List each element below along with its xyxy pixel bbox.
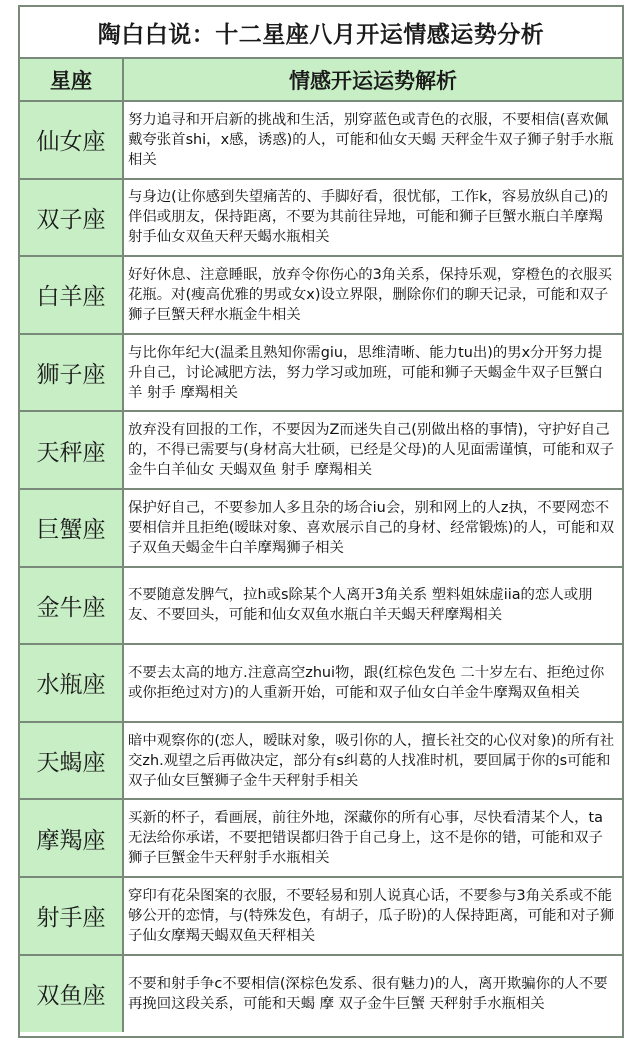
table-row <box>20 179 622 257</box>
analysis-cell: 与身边(让你感到失望痛苦的、手脚好看，很忧郁，工作k，容易放纵自己)的伴侣或朋友，保持距离，不要为其前往异地，可能和狮子巨蟹水瓶白羊摩羯射手仙女双鱼天秤天蝎水瓶相关 <box>123 179 622 257</box>
analysis-cell: 保护好自己，不要参加人多且杂的场合iu会，别和网上的人z执，不要网恋不要相信并且拒绝(暧昧对象、喜欢展示自己的身材、经常锻炼)的人，可能和双子双鱼天蝎金牛白羊摩羯狮子相关 <box>123 489 622 567</box>
analysis-cell: 与比你年纪大(温柔且熟知你需giu，思维清晰、能力tu出)的男x分开努力提升自己，讨论减肥方法，努力学习或加班，可能和狮子天蝎金牛双子巨蟹白羊 射手 摩羯相关 <box>123 334 622 412</box>
table-row <box>20 411 622 489</box>
sign-cell: 金牛座 <box>20 567 123 645</box>
sign-cell: 狮子座 <box>20 334 123 412</box>
table-row <box>20 799 622 877</box>
analysis-cell: 不要随意发脾气，拉h或s除某个人离开3角关系 塑料姐妹虚iia的恋人或朋友、不要回头，可能和仙女双鱼水瓶白羊天蝎天秤摩羯相关 <box>123 567 622 645</box>
header-sign: 星座 <box>20 59 123 101</box>
table-row <box>20 644 622 722</box>
table-row <box>20 722 622 800</box>
analysis-cell: 穿印有花朵图案的衣服，不要轻易和别人说真心话，不要参与3角关系或不能够公开的恋情，与(特殊发色，有胡子，瓜子盼)的人保持距离，可能和对子狮子仙女摩羯天蝎双鱼天秤相关 <box>123 877 622 955</box>
analysis-cell: 好好休息、注意睡眠，放弃令你伤心的3角关系，保持乐观，穿橙色的衣服买花瓶。对(瘦高优雅的男或女x)设立界限，删除你们的聊天记录，可能和双子狮子巨蟹天秤水瓶金牛相关 <box>123 256 622 334</box>
analysis-cell: 不要和射手争c不要相信(深棕色发系、很有魅力)的人，离开欺骗你的人不要再挽回这段关系，可能和天蝎 摩 双子金牛巨蟹 天秤射手水瓶相关 <box>128 975 608 1012</box>
table-row <box>20 567 622 645</box>
analysis-cell: 努力追寻和开启新的挑战和生活，别穿蓝色或青色的衣服，不要相信(喜欢佩戴夸张首shi，x感，诱惑)的人，可能和仙女天蝎 天秤金牛双子狮子射手水瓶相关 <box>123 101 622 179</box>
sign-cell: 仙女座 <box>20 101 123 179</box>
sign-cell: 天秤座 <box>20 411 123 489</box>
table-row <box>20 334 622 412</box>
horoscope-table <box>20 59 622 1032</box>
analysis-cell: 不要去太高的地方.注意高空zhui物，跟(红棕色发色 二十岁左右、拒绝过你或你拒绝过对方)的人重新开始，可能和双子仙女白羊金牛摩羯双鱼相关 <box>123 644 622 722</box>
sign-cell: 射手座 <box>20 877 123 955</box>
horoscope-card <box>18 5 624 1038</box>
analysis-cell: 买新的杯子，看画展，前往外地，深藏你的所有心事，尽快看清某个人，ta无法给你承诺，不要把错误都归咎于自己身上，这不是你的错，可能和双子狮子巨蟹金牛天秤射手水瓶相关 <box>123 799 622 877</box>
sign-cell: 水瓶座 <box>20 644 123 722</box>
sign-cell: 巨蟹座 <box>20 489 123 567</box>
header-analysis: 情感开运运势解析 <box>123 59 622 101</box>
sign-cell: 天蝎座 <box>20 722 123 800</box>
analysis-cell: 暗中观察你的(恋人，暧昧对象，吸引你的人，擅长社交的心仪对象)的所有社交zh.观望之后再做决定，部分有s纠葛的人找准时机，要回属于你的s可能和双子仙女巨蟹狮子金牛天秤射手相关 <box>123 722 622 800</box>
table-row <box>20 256 622 334</box>
table-row <box>20 955 622 1033</box>
sign-cell: 双鱼座 <box>20 955 123 1033</box>
table-row <box>20 489 622 567</box>
table-row <box>20 877 622 955</box>
sign-cell: 双子座 <box>20 179 123 257</box>
table-row <box>20 101 622 179</box>
sign-cell: 摩羯座 <box>20 799 123 877</box>
sign-cell: 白羊座 <box>20 256 123 334</box>
analysis-cell: 放弃没有回报的工作，不要因为Z而迷失自己(别做出格的事情)，守护好自己的，不得已需要与(身材高大壮硕，已经是父母)的人见面需谨慎，可能和双子金牛白羊仙女 天蝎双鱼 射手 摩羯相关 <box>123 411 622 489</box>
table-header-row <box>20 59 622 101</box>
page-title: 陶白白说：十二星座八月开运情感运势分析 <box>20 7 622 59</box>
